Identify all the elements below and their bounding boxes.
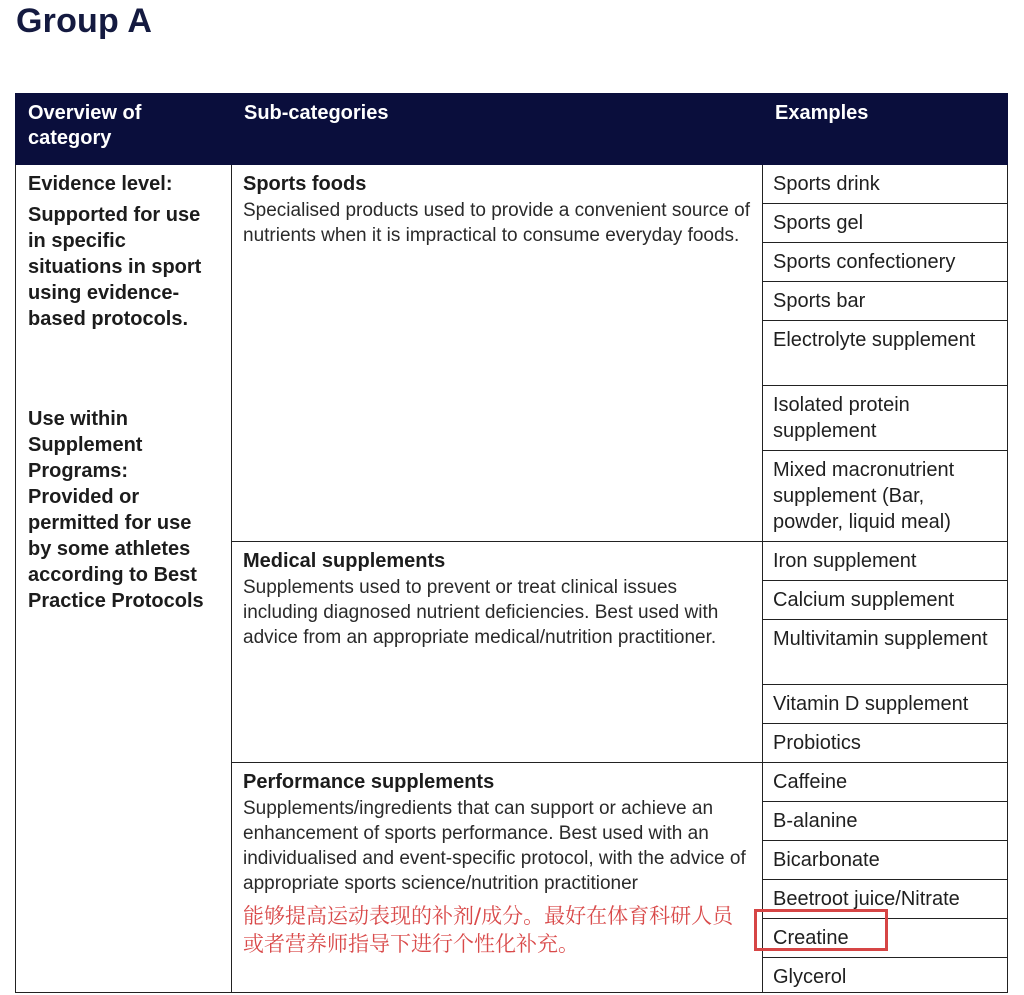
example-item: Calcium supplement [763,581,1008,620]
creatine-highlight-box [754,909,888,951]
example-item: Electrolyte supplement [763,321,1008,386]
subcategory-description: Specialised products used to provide a convenient source of nutrients when it is impractical to consume everyday foods. [243,200,750,246]
page-title: Group A [16,2,153,40]
subcategory-sports-foods [232,165,763,542]
example-item: Sports drink [763,165,1008,204]
example-item: Bicarbonate [763,841,1008,880]
example-item: Iron supplement [763,542,1008,581]
example-item: Glycerol [763,958,1008,993]
example-item: Vitamin D supplement [763,685,1008,724]
example-item: Probiotics [763,724,1008,763]
header-row [16,94,1008,165]
subcategory-description: Supplements/ingredients that can support or achieve an enhancement of sports performance. Best used with an individualised and event-specific protocol, with the advice of appropriate sports science/nutrition practitioner [243,798,746,894]
table-row [16,165,1008,204]
example-item: Sports confectionery [763,243,1008,282]
subcategory-description: Supplements used to prevent or treat clinical issues including diagnosed nutrient deficiencies. Best used with advice from an appropriate medical/nutrition practitioner. [243,577,719,648]
example-item: Sports bar [763,282,1008,321]
subcategory-performance-supplements [232,763,763,993]
example-item: Mixed macronutrient supplement (Bar, powder, liquid meal) [763,451,1008,542]
header-examples: Examples [763,94,1008,165]
subcategory-medical-supplements [232,542,763,763]
example-item: Caffeine [763,763,1008,802]
supplement-table [15,93,1008,993]
example-item: B-alanine [763,802,1008,841]
evidence-level-label: Evidence level: [28,173,173,195]
subcategory-title: Performance supplements [243,771,495,793]
example-item: Beetroot juice/Nitrate [763,880,1008,919]
header-subcategories: Sub-categories [232,94,763,165]
evidence-level-text: Supported for use in specific situations in sport using evidence-based protocols. [28,204,202,330]
example-item: Multivitamin supplement [763,620,1008,685]
subcategory-title: Sports foods [243,173,367,195]
example-item: Isolated protein supplement [763,386,1008,451]
use-within-text: Provided or permitted for use by some athletes according to Best Practice Protocols [28,486,204,612]
chinese-annotation-note: 能够提高运动表现的补剂/成分。最好在体育科研人员或者营养师指导下进行个性化补充。 [243,904,734,956]
header-overview: Overview of category [16,94,232,165]
use-within-label: Use within Supplement Programs: [28,408,143,482]
example-item-creatine: Creatine [763,919,1008,958]
subcategory-title: Medical supplements [243,550,446,572]
example-item: Sports gel [763,204,1008,243]
overview-cell [16,165,232,993]
